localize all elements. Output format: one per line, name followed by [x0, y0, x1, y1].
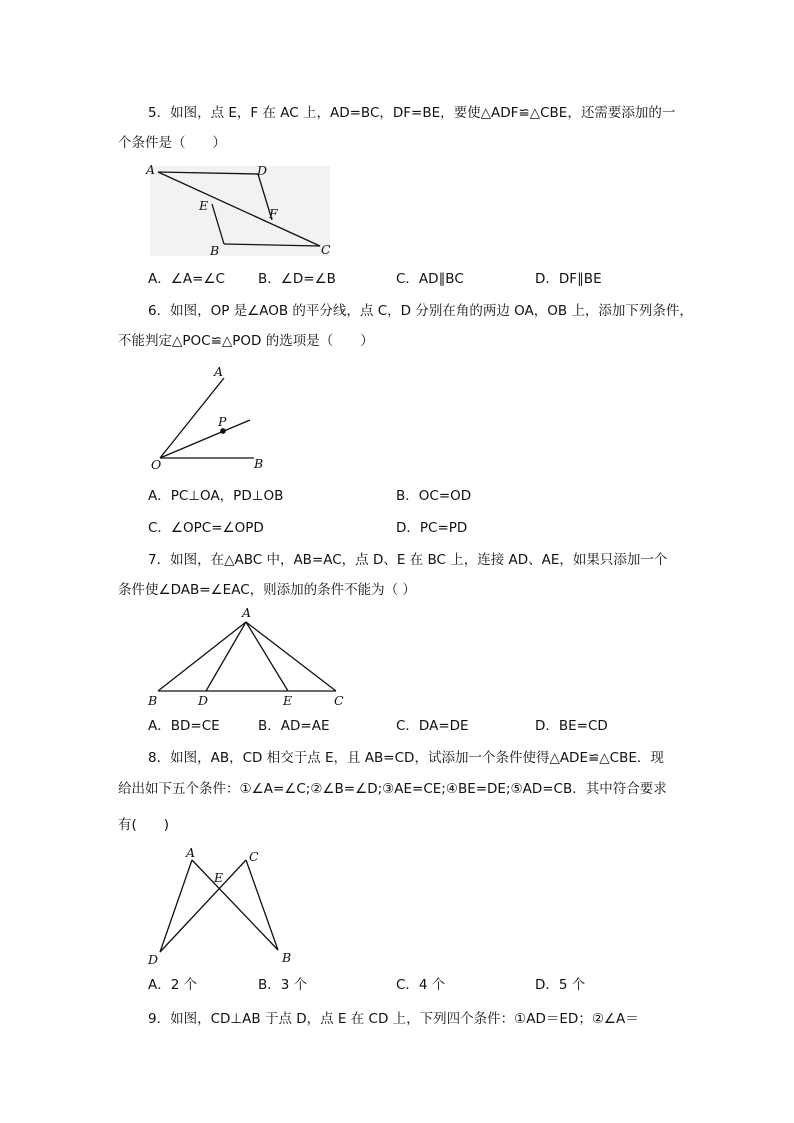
- q5-option-c[interactable]: C．AD∥BC: [396, 271, 464, 287]
- q5-stem-line-2: 个条件是（ ）: [118, 135, 226, 151]
- q5-segment-ac: [158, 172, 320, 246]
- q7-label-e: E: [283, 693, 293, 708]
- q8-segment-ad: [160, 860, 192, 952]
- q7-stem-line-2: 条件使∠DAB=∠EAC，则添加的条件不能为（ ）: [118, 582, 416, 598]
- q6-label-p: P: [218, 414, 227, 429]
- q6-figure: [148, 364, 278, 474]
- q7-segment-ad: [206, 622, 246, 691]
- q7-option-b[interactable]: B．AD=AE: [258, 718, 330, 734]
- q7-option-a[interactable]: A．BD=CE: [148, 718, 220, 734]
- q8-segment-cd: [160, 860, 246, 952]
- q8-stem-line-3: 有( ): [118, 817, 170, 833]
- q8-figure: [144, 844, 294, 969]
- q5-option-b[interactable]: B．∠D=∠B: [258, 271, 336, 287]
- q9-stem-line-1: 9．如图，CD⊥AB 于点 D，点 E 在 CD 上，下列四个条件：①AD＝ED；②∠A＝: [148, 1011, 639, 1027]
- q5-segment-bc: [224, 244, 320, 246]
- q7-figure: [142, 604, 352, 708]
- q8-option-a[interactable]: A．2 个: [148, 977, 198, 993]
- q5-label-d: D: [257, 163, 268, 178]
- q5-label-a: A: [146, 162, 156, 177]
- q6-label-o: O: [151, 457, 162, 472]
- q7-side-ab: [158, 622, 246, 691]
- q5-label-c: C: [321, 242, 331, 257]
- q8-segment-ab: [192, 860, 278, 950]
- q5-option-a[interactable]: A．∠A=∠C: [148, 271, 225, 287]
- q8-label-a: A: [186, 845, 196, 860]
- q7-option-d[interactable]: D．BE=CD: [535, 718, 608, 734]
- q6-option-a[interactable]: A．PC⊥OA，PD⊥OB: [148, 488, 284, 504]
- q5-segment-ad: [158, 172, 258, 174]
- q5-label-b: B: [210, 243, 220, 258]
- q7-stem-line-1: 7．如图，在△ABC 中，AB=AC，点 D、E 在 BC 上，连接 AD、AE，如果只添加一个: [148, 552, 668, 568]
- q6-label-a: A: [214, 364, 224, 379]
- q7-label-b: B: [148, 693, 158, 708]
- q6-stem-line-1: 6．如图，OP 是∠AOB 的平分线，点 C，D 分别在角的两边 OA，OB 上，添加下列条件，: [148, 303, 693, 319]
- q6-ray-op: [160, 420, 250, 458]
- q6-option-d[interactable]: D．PC=PD: [396, 520, 468, 536]
- q8-option-d[interactable]: D．5 个: [535, 977, 586, 993]
- q8-option-b[interactable]: B．3 个: [258, 977, 308, 993]
- q5-figure: [140, 160, 340, 260]
- q6-stem-line-2: 不能判定△POC≌△POD 的选项是（ ）: [118, 333, 374, 349]
- q8-label-d: D: [148, 952, 159, 967]
- q7-side-ac: [246, 622, 336, 691]
- q7-label-d: D: [198, 693, 209, 708]
- q6-option-c[interactable]: C．∠OPC=∠OPD: [148, 520, 264, 536]
- q6-ray-oa: [160, 378, 224, 458]
- q5-stem-line-1: 5．如图，点 E，F 在 AC 上，AD=BC，DF=BE，要使△ADF≌△CBE，还需要添加的一: [148, 105, 676, 121]
- q7-label-a: A: [242, 605, 252, 620]
- q8-stem-line-1: 8．如图，AB，CD 相交于点 E，且 AB=CD，试添加一个条件使得△ADE≌△CBE．现: [148, 750, 664, 766]
- q6-point-p: [220, 428, 225, 433]
- q5-segment-eb: [212, 204, 224, 244]
- q5-label-f: F: [269, 206, 278, 221]
- q8-label-e: E: [214, 870, 224, 885]
- q8-segment-cb: [246, 860, 278, 950]
- q8-label-b: B: [282, 950, 292, 965]
- q8-stem-line-2: 给出如下五个条件：①∠A=∠C;②∠B=∠D;③AE=CE;④BE=DE;⑤AD=CB．其中符合要求: [118, 781, 667, 797]
- q6-option-b[interactable]: B．OC=OD: [396, 488, 472, 504]
- q5-option-d[interactable]: D．DF∥BE: [535, 271, 602, 287]
- q6-label-b: B: [254, 456, 264, 471]
- q8-label-c: C: [249, 849, 259, 864]
- q7-option-c[interactable]: C．DA=DE: [396, 718, 469, 734]
- q7-label-c: C: [334, 693, 344, 708]
- q8-option-c[interactable]: C．4 个: [396, 977, 446, 993]
- q5-label-e: E: [199, 198, 209, 213]
- q7-segment-ae: [246, 622, 288, 691]
